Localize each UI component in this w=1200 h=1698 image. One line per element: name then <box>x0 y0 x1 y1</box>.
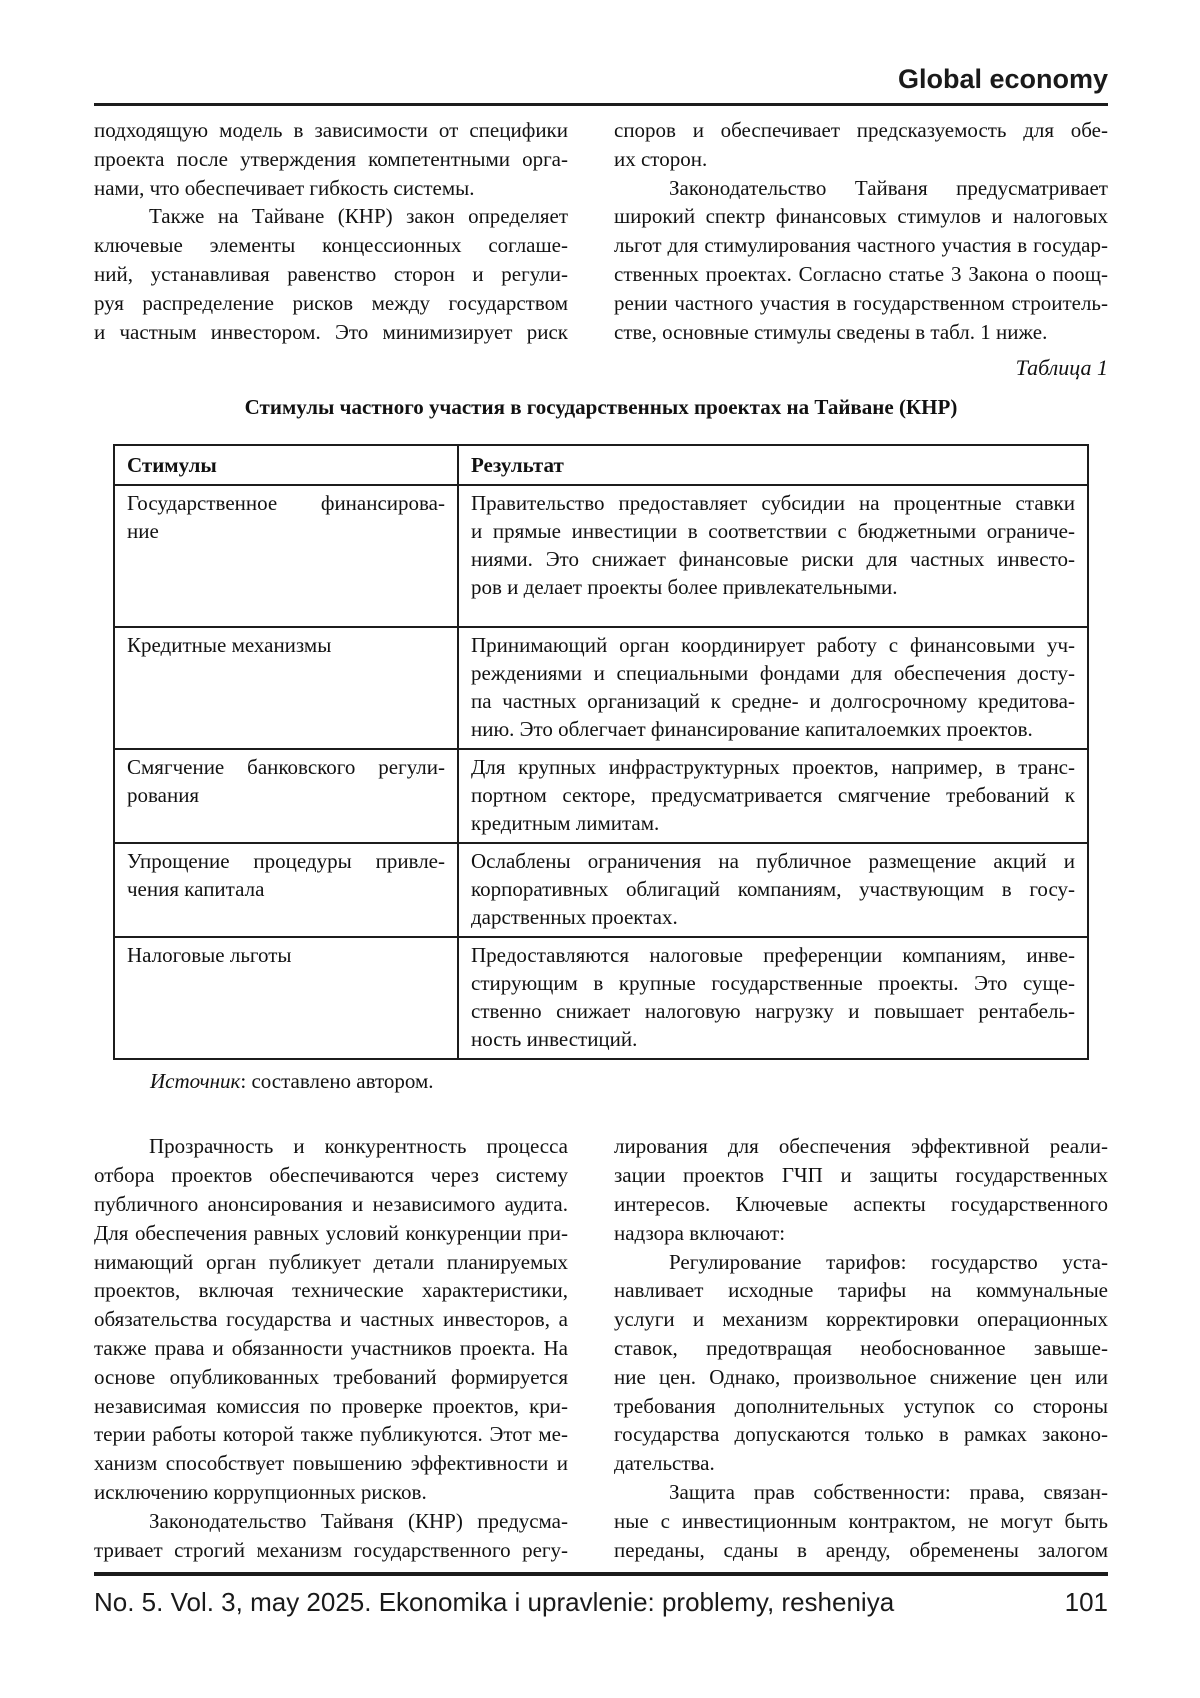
table-body <box>114 485 1088 1059</box>
paragraph <box>614 116 1108 174</box>
text-line: Для обеспечения равных условий конкуренции при- <box>94 1220 568 1245</box>
column-header-result: Результат <box>458 445 1088 485</box>
source-note <box>150 1068 1108 1094</box>
text-line: нию. Это облегчает финансирование капиталоемких проектов. <box>471 717 1033 742</box>
text-line: ные с инвестиционным контрактом, не могут быть <box>614 1508 1108 1533</box>
text-line: также права и обязанности участников проекта. На <box>94 1335 568 1360</box>
text-line: нимающий орган публикует детали планируемых <box>94 1249 568 1274</box>
footer-rule <box>94 1572 1108 1576</box>
text-line: реждениями и специальными фондами для обеспечения досту- <box>471 661 1075 686</box>
text-line: лирования для обеспечения эффективной реали- <box>614 1134 1108 1159</box>
text-line: Принимающий орган координирует работу с финансовыми уч- <box>471 633 1075 658</box>
table-row <box>114 937 1088 1059</box>
table-header-row <box>114 445 1088 485</box>
footer-issue-info: No. 5. Vol. 3, may 2025. Ekonomika i upravlenie: problemy, resheniya <box>94 1587 895 1617</box>
text-line: Кредитные механизмы <box>127 633 332 658</box>
text-line: дательства. <box>614 1451 715 1476</box>
text-line: широкий спектр финансовых стимулов и налоговых <box>614 204 1108 229</box>
text-line: публичного анонсирования и независимого аудита. <box>94 1191 568 1216</box>
text-line: обязательства государства и частных инвесторов, а <box>94 1307 568 1332</box>
result-cell <box>458 937 1088 1059</box>
text-line: Регулирование тарифов: государство уста- <box>669 1249 1108 1274</box>
text-line: ние цен. Однако, произвольное снижение цен или <box>614 1364 1108 1389</box>
text-line: терии работы которой также публикуются. Этот ме- <box>94 1422 568 1447</box>
result-cell <box>458 485 1088 627</box>
paragraph <box>94 1507 568 1565</box>
result-cell <box>458 843 1088 937</box>
top-text-section <box>94 116 1108 346</box>
text-line: ханизм способствует повышению эффективности и <box>94 1451 568 1476</box>
paragraph <box>94 116 568 202</box>
paragraph <box>94 202 568 346</box>
top-right-column <box>614 116 1108 346</box>
running-head: Global economy <box>897 64 1108 94</box>
bottom-right-column <box>614 1132 1108 1564</box>
table-row <box>114 843 1088 937</box>
header-rule <box>94 103 1108 106</box>
text-line: Смягчение банковского регули- <box>127 755 445 780</box>
result-cell <box>458 627 1088 749</box>
bottom-left-column <box>94 1132 568 1564</box>
text-line: Ослаблены ограничения на публичное размещение акций и <box>471 849 1075 874</box>
text-line: ставок, предотвращая необоснованное завыше- <box>614 1335 1108 1360</box>
text-line: тривает строгий механизм государственного регу- <box>94 1537 568 1562</box>
text-line: и частным инвестором. Это минимизирует риск <box>94 319 568 344</box>
text-line: государства допускаются только в рамках законо- <box>614 1422 1108 1447</box>
text-line: рении частного участия в государственном строитель- <box>614 290 1108 315</box>
text-line: ниями. Это снижает финансовые риски для частных инвесто- <box>471 547 1075 572</box>
text-line: споров и обеспечивает предсказуемость для обе- <box>614 118 1108 142</box>
text-line: надзора включают: <box>614 1220 786 1245</box>
paragraph <box>94 1132 568 1506</box>
text-line: интересов. Ключевые аспекты государственного <box>614 1191 1108 1216</box>
text-line: ний, устанавливая равенство сторон и регули- <box>94 261 568 286</box>
text-line: их сторон. <box>614 146 708 171</box>
table-row <box>114 485 1088 627</box>
text-line: проектов, включая технические характеристики, <box>94 1278 568 1303</box>
text-line: Государственное финансирова- <box>127 491 445 516</box>
text-line: Упрощение процедуры привле- <box>127 849 445 874</box>
table-title: Стимулы частного участия в государственных проектах на Тайване (КНР) <box>244 395 958 420</box>
text-line: Для крупных инфраструктурных проектов, например, в транс- <box>471 755 1075 780</box>
source-text: : составлено автором. <box>240 1069 434 1094</box>
stimuli-table <box>113 444 1089 1060</box>
stimulus-cell <box>114 749 458 843</box>
column-header-stimulus: Стимулы <box>114 445 458 485</box>
text-line: Законодательство Тайваня (КНР) предусма- <box>149 1508 568 1533</box>
text-line: переданы, сданы в аренду, обременены залогом <box>614 1537 1108 1562</box>
text-line: и прямые инвестиции в соответствии с бюджетными ограниче- <box>471 519 1075 544</box>
text-line: льгот для стимулирования частного участия в государ- <box>614 233 1108 258</box>
text-line: Налоговые льготы <box>127 943 292 968</box>
text-line: стве, основные стимулы сведены в табл. 1 ниже. <box>614 319 1048 344</box>
paragraph <box>614 1478 1108 1564</box>
table-row <box>114 627 1088 749</box>
text-line: исключению коррупционных рисков. <box>94 1479 427 1504</box>
text-line: основе опубликованных требований формируется <box>94 1364 568 1389</box>
text-line: Предоставляются налоговые преференции компаниям, инве- <box>471 943 1075 968</box>
bottom-text-section <box>94 1132 1108 1564</box>
text-line: требования дополнительных уступок со стороны <box>614 1393 1108 1418</box>
text-line: независимая комиссия по проверке проектов, кри- <box>94 1393 568 1418</box>
paragraph <box>614 174 1108 347</box>
text-line: ние <box>127 519 159 544</box>
text-line: ственно снижает налоговую нагрузку и повышает рентабель- <box>471 999 1075 1024</box>
text-line: рования <box>127 783 200 808</box>
table-caption: Таблица 1 <box>1015 355 1108 381</box>
text-line: подходящую модель в зависимости от специфики <box>94 118 568 142</box>
text-line: Прозрачность и конкурентность процесса <box>149 1134 568 1159</box>
stimulus-cell <box>114 485 458 627</box>
table-row <box>114 749 1088 843</box>
text-line: ность инвестиций. <box>471 1027 638 1052</box>
page-footer <box>94 1572 1108 1618</box>
text-line: руя распределение рисков между государством <box>94 290 568 315</box>
paragraph <box>614 1132 1108 1247</box>
text-line: проекта после утверждения компетентными орга- <box>94 146 568 171</box>
text-line: портном секторе, предусматривается смягчение требований к <box>471 783 1075 808</box>
text-line: ственных проектах. Согласно статье 3 Закона о поощ- <box>614 261 1108 286</box>
text-line: отбора проектов обеспечиваются через систему <box>94 1163 568 1188</box>
text-line: услуги и механизм корректировки операционных <box>614 1307 1108 1332</box>
text-line: кредитным лимитам. <box>471 811 660 836</box>
text-line: Защита прав собственности: права, связан- <box>669 1479 1108 1504</box>
text-line: ров и делает проекты более привлекательными. <box>471 575 898 600</box>
source-label: Источник <box>150 1069 241 1094</box>
text-line: Правительство предоставляет субсидии на процентные ставки <box>471 491 1075 516</box>
text-line: Также на Тайване (КНР) закон определяет <box>149 204 568 229</box>
text-line: дарственных проектах. <box>471 905 678 930</box>
text-line: чения капитала <box>127 877 265 902</box>
stimulus-cell <box>114 627 458 749</box>
stimulus-cell <box>114 937 458 1059</box>
text-line: нами, что обеспечивает гибкость системы. <box>94 175 475 200</box>
stimulus-cell <box>114 843 458 937</box>
top-left-column <box>94 116 568 346</box>
footer-page-number: 101 <box>1064 1587 1108 1617</box>
text-line: стирующим в крупные государственные проекты. Это суще- <box>471 971 1075 996</box>
paragraph <box>614 1248 1108 1478</box>
text-line: Законодательство Тайваня предусматривает <box>669 175 1108 200</box>
result-cell <box>458 749 1088 843</box>
text-line: зации проектов ГЧП и защиты государственных <box>614 1163 1108 1188</box>
text-line: ключевые элементы концессионных соглаше- <box>94 233 568 258</box>
text-line: навливает исходные тарифы на коммунальные <box>614 1278 1108 1303</box>
text-line: па частных организаций к средне- и долгосрочному кредитова- <box>471 689 1075 714</box>
text-line: корпоративных облигаций компаниям, участвующим в госу- <box>471 877 1075 902</box>
